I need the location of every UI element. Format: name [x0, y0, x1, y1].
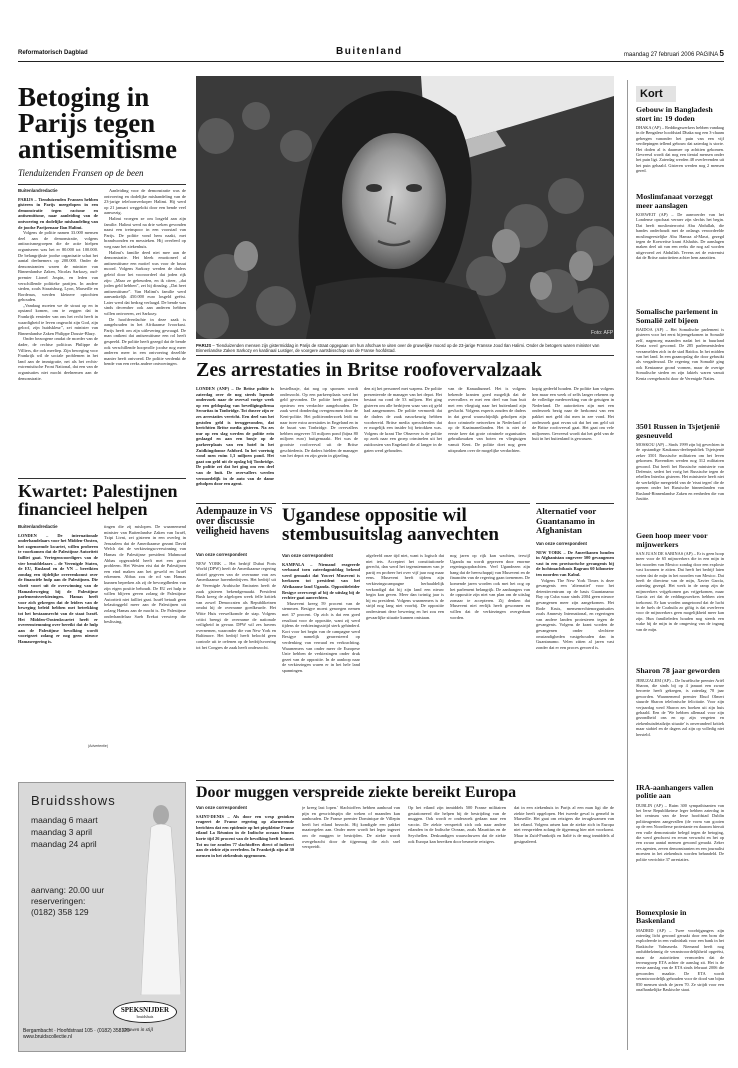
muggen-column-1 [196, 805, 294, 1045]
kort-column [636, 86, 724, 994]
paragraph: tingen die zij mislopen. De waarnemend minister van Buitenlandse Zaken van Israël, Tzipi Livni, zei gisteren in een overleg in Jeruzalem dat de Amerikaanse gezant David Welch dat de verkiezingsoverwinning van Hamas de Palestijnse president Mahmoud Abbas opgezadeld heeft met een groot probleem. Het Westen eist dat de Palestijnen een eind maken aan het geweld en Israël erkennen. Abbas zou de rol van Hamas kunnen beperken als zij de bevoegdheden van zijn eigen positie behoudt. De EU zei hulp te willen blijven geven zolang de Palestijnse Autoriteit niet failliet gaat. Israël betaalt geen belastinggeld meer aan de Palestijnen uit zolang Hamas aan de macht is. De Palestijnse onderhandelaar Saeb Erekat verwierp die beslissing. [104, 524, 186, 625]
paper-name: Reformatorisch Dagblad [18, 50, 88, 56]
paragraph: „Vandaag moeten we de straat op en in opstand komen, om te zeggen dat in Frankrijk eenieder van ons het recht heeft in waardigheid te leven ongeacht zijn God, zijn geloof, zijn huidskleur”, zei minister van Binnenlandse Zaken Philippe Douste-Blazy. [18, 302, 98, 336]
kort-item-text: SAN JUAN DE SABINAS (AP) – Er is geen hoop meer voor de 65 mijnwerkers die in een mijn in het noorden van Mexico zondag door een explosie vast kwamen te zitten. Dat heeft het bedrijf laten weten dat de mijn in het noorden van Mexico. Dat heeft de directeur van de mijn, Xavier García, zaterdag gezegd. Het werk in de ramp zijn de mijnwerkers vrijgekomen gas vrijgekomen, maar García zei dat de reddingswerkers hebben zien toekomst. Er kan worden aangetoond dat de lucht in de fuels de Coahuila zo giftig is dat overleven voor de mijnwerkers geen mogelijkheid meer kan zijn. Hun familieleden houden nog steeds een wake bij de mijn in de omgeving van de ingang van de mijn. [636, 551, 724, 632]
kort-item-title: Somalische parlement in Somalië zelf bijeen [636, 307, 718, 325]
lead-paragraph: SAINT-DENIS – Als door een wesp gestoken reageert de Franse regering op alarmerende berichten dat een epidemie op het piepkleine Franse eiland La Réunion in de Indische oceaan binnen korte tijd 26 procent van de bevolking heeft besmet. Tot nu toe zouden 77 slachtoffers direct of indirect aan de ziekte zijn overleden. In Frankrijk zijn al 30 mensen in het ziekenhuis opgenomen. [196, 813, 294, 858]
muggen-column-4 [514, 805, 614, 1045]
paragraph: dat in een ziekenhuis in Parijs al een man ligt die de ziekte heeft opgelopen. Het tweede geval is gemeld in Marseille. Het gaat om reizigers die terugkwamen van het eiland. Volgens artsen kan de ziekte zich in Europa niet verspreiden zolang de tijgermug hier niet voorkomt. Maar in Zuid-Frankrijk en Italië is de mug inmiddels al gesignaleerd. [514, 805, 614, 844]
kort-item-title: Geen hoop meer voor mijnwerkers [636, 531, 708, 549]
byline: Van onze correspondent [536, 541, 587, 546]
ad-dates [31, 815, 98, 851]
uganda-headline: Ugandese oppositie wil stembusuitslag aanvechten [282, 505, 499, 545]
ad-date: maandag 3 april [31, 827, 92, 837]
paragraph: van de Kanaaltunnel. Het is volgens bekende kranten goed mogelijk dat de overvallers er met een deel van hun buit met een vliegtuig naar het buitenland zijn gevlucht. Volgens experts zouden de daders in dat geval waarschijnlijk geholpen zijn door criminele netwerken in Nederland of op de Kaaimaneilanden. Het is niet de eerste keer dat grote criminele organisaties gebruikmaken van boten en vliegtuigen vanuit Kent. De politie doet nog geen uitspraken over de mogelijke verdachten. [448, 386, 526, 453]
photo-credit: Foto: AFP [591, 330, 614, 336]
kwartet-headline: Kwartet: Palestijnen financieel helpen [18, 481, 178, 519]
lead-subtitle: Tienduizenden Fransen op de been [18, 168, 144, 178]
kort-item-title: Sharon 78 jaar geworden [636, 666, 720, 675]
uganda-column-2 [366, 553, 444, 775]
kort-item-title: Gebouw in Bangladesh stort in: 19 doden [636, 105, 713, 123]
lead-headline-block [18, 84, 186, 178]
kort-item [636, 423, 724, 528]
byline: Van onze correspondent [282, 553, 333, 558]
paragraph: Museveni kreeg 59 procent van de stemmen. Besigye moest genoegen nemen met 37 procent. Op zich is dat een goed resultaat voor de oppositie, want zij werd tijdens de verkiezingsstrijd sterk gehinderd. Kort voor het begin van de campagne werd Besigye namelijk gearresteerd op verdenking van verraad en verkrachting. Waarnemers van onder meer de Europese Unie hebben de verkiezingen onder druk gezet van de oppositie. In de aanloop naar de verkiezingen waren er in het hele land spanningen. [282, 600, 360, 673]
divider [536, 503, 614, 504]
adempauze-headline: Adempauze in VS over discussie veiligheid havens [196, 506, 273, 537]
paragraph: kopig gedeeld houden. De politie kan volgens hen maar een week of zelfs langer rekenen op de volledige medewerking van de getuigen in Nederland. De autoriteiten zijn met een onderzoek bezig naar de herkomst van een pakket met geld dat men in zee vond. Het onderzoek gaat ervan uit dat het om geld uit de Britse roofoverval gaat. Het gaat om vele miljoenen. Gevreesd wordt dat het geld van de buit in het buitenland is gewassen. [532, 386, 614, 442]
kort-item [636, 532, 724, 663]
lead-column-1 [18, 188, 98, 466]
kort-item [636, 308, 724, 419]
divider [196, 503, 276, 504]
kort-item [636, 909, 724, 994]
paragraph: Volgens The New York Times is deze gevangenis een 'alternatief' voor het detentiecentrum op de basis Guantanamo Bay op Cuba waar sinds 2004 geen nieuwe gevangenen meer zijn aangekomen. Het Rode Kruis, mensenrechtenorganisaties zoals Amnesty International, en regeringen van andere landen protesteren tegen de gevangenis. Volgens de krant worden de gevangenen onder slechtere omstandigheden vastgehouden dan in Guantanamo. Velen zitten al jaren vast zonder dat er een proces gevoerd is. [536, 577, 614, 650]
paragraph: Volgens de politie namen 33.000 mensen deel aan de demonstratie, volgens antiracismegroepen die de actie hielpen organiseren was het er 80.000 tot 100.000. De belangrijkste joodse organisatie schat het aantal deelnemers op 200.000. Onder de demonstranten waren de minister van Binnenlandse Zaken, Nicolas Sarkozy, oud-premier Lionel Jospin, en leden van verschillende politieke partijen. In andere steden, zoals Straatsburg, Lyon, Marseille en Bordeaux, werden kleinere optochten gehouden. [18, 230, 98, 303]
lead-paragraph: NEW YORK – De Amerikanen houden in Afghanistan ongeveer 500 gevangenen vast in een provisorische gevangenis bij de luchtmachtbasis Bagram 60 kilometer ten noorden van Kabul. [536, 549, 614, 577]
divider [196, 355, 614, 356]
kort-item [636, 106, 724, 189]
byline: Van onze correspondent [196, 805, 247, 810]
news-photo [196, 76, 614, 339]
photo-caption: PARIJS – Tienduizenden mensen zijn gistermiddag in Parijs de straat opgegaan om hun afschuw te uiten over de gruwelijke moord op de 23-jarige Fransse Jood Ilan Halimi. Onder de betogers waren minister van Binnenlandse Zaken Sarkozy en kardinaal Lustiger, de voorgere aartsbisschop van de Franse hoofdstad. [196, 343, 600, 354]
paragraph: De hoofdverdachte in deze zaak is aangehouden in het Afrikaanse Ivoorkust. Parijs heeft om zijn uitlevering gevraagd. De man ontkent dat antisemitisme een rol heeft gespeeld. De politie heeft gezegd dat de bende ook verschillende hoopvolle joodse nog meer anderen meer in een ontvoering dezelfde manier heeft ontvoerd. De politie verdenkt de bende van een reeks andere ontvoeringen. [104, 316, 186, 367]
byline: Buitenlandredactie [18, 188, 58, 193]
paragraph: Aanleiding voor de demonstratie was de ontvoering en dodelijke mishandeling van de 23-jarige telefoonverkoper Halimi. Hij werd op 21 januari weggelokt door een bende veel aanwezig. [104, 188, 186, 216]
muggen-column-3 [408, 805, 506, 1045]
muggen-column-2 [302, 805, 400, 1045]
divider [196, 780, 614, 781]
paragraph: Halimi's familie deed niet mee aan de demonstratie. Het bleek emotioneel al antisemitisme een motief was voor de bruut moord. Volgens Sarkozy werden de daders geleid door het vooroordeel dat joden rijk zijn: „Maar ze gebeurden, en ik citeer, „dat joden geld hebben”, zei hij dinsdag. „Dat heet antisemitisme”. Van Halimi's familie werd aanvankelijk 450.000 euro losgeld geëist. Later werd dat bedrag verlaagd. De bende was sinds december ook aan anderen hebben willen ontvoeren, zei Sarkozy. [104, 249, 186, 317]
page-header [18, 46, 724, 62]
divider [282, 503, 530, 504]
zes-column-1 [196, 386, 274, 500]
adempauze-body [196, 552, 276, 774]
uganda-column-3 [450, 553, 530, 775]
kort-item-text: KOEWEIT (AP) – De aanvoerder van het Londense opschaat verraer zijn slechts het begin. Dat heeft moslimterrorist Abu Abdullah, die bandes onderhoudt met de onlangs veroordeelde moslimgeestelijke Abu Hamza al-Masri, gezegd tegen de Koeweitse krant Alshahis. De aanslagen maken deel uit van een reeks die nog zal worden uitgevoerd zei Abdullah. Tevens zei de extremist dat de Britse autoriteiten achter hem aanzitten. [636, 212, 724, 261]
paragraph: LONDEN (ANP) – De Britse politie is zaterdag over de nog steeds lopende onderzoek naar de overval vorige week op een geldopslag van beveiligingsfirma Securitas in Tonbridge. Tot dusver zijn er zes arrestaties verricht. Een deel van het gestolen geld is teruggevonden, dat berichtten Britse media gisteren. Na zes uur op een slag werden de politie erin geslaagd en aan een busje op de parkeerplaats van een hotel in het Zuidkingdomse Ashford. In het voertuig vond men ruim 1,3 miljoen pond. Het gaat om geld uit de opslag bij Tonbridge. De politie zei dat het ging om een deel van de buit. De overvallers werden vermoedelijk in de auto van de dame geholpen door een agent. [196, 386, 274, 487]
paragraph: den zij het personeel met wapens. De politie presenteerde de manager van het depot. Het bestaat nu rond de 53 miljoen. Het ging gisteren om alle bedrijven waar van zij geld had aangenomen. De politie vermoedt dat de daders de zaak nauwkeurig hebben voorbereid. Britse media speculeerden dat er mogelijk een insider bij betrokken was. Volgens de krant The Observer is de politie op zoek naar een groep criminelen uit het zuidoosten van Engeland die al langer in de gaten werd gehouden. [364, 386, 442, 453]
byline: Buitenlandredactie [18, 524, 58, 529]
kwartet-column-1 [18, 524, 98, 738]
paragraph: je kreeg last lopen.' Slachtoffers hebben aanhoud van pijn en gewrichtspijn die weken of maanden kan aanhouden. De Franse premier Dominique de Villepin heeft het eiland bezocht. Hij kondigde een pakket maatregelen aan. Onder meer wordt het leger ingezet om de muggen te bestrijden. De ziekte wordt overgebracht door de tijgermug die zich snel verspreidt. [302, 805, 400, 850]
kort-item-text: MADRID (AP) – Twee voorbijgangers zijn zaterdag licht gewond geraakt door een bom die explodeerde in een vuilnisbak voor een bank in het Baskische Valmaseda. Niemand heeft nog ondubbelzinnig de verantwoordelijkheid opgeëist, maar de autoriteiten vermoeden dat de terreurgroep ETA achter de aanslag zit. Het is de eerste aanslag van de ETA sinds februari 2006 die gewonden maakte. De ETA wordt verantwoordelijk gehouden voor de dood van bijna 850 mensen sinds de jaren 70. Ze strijdt voor een onafhankelijke Baskische staat. [636, 927, 724, 992]
kort-item-title: 3501 Russen in Tsjetjenië gesneuveld [636, 422, 720, 440]
page-date: maandag 27 februari 2006 PAGINA 5 [623, 49, 724, 58]
kwartet-column-2 [104, 524, 186, 738]
kort-item [636, 784, 724, 905]
ad-title: Bruidsshows [31, 793, 116, 808]
kort-item-title: IRA-aanhangers vallen politie aan [636, 782, 714, 800]
kort-label: Kort [636, 86, 676, 102]
kort-item [636, 667, 724, 780]
byline: Van onze correspondent [196, 552, 247, 557]
lead-paragraph: PARIJS – Tienduizenden Fransen hebben gisteren in Parijs meegelopen in een demonstratie tegen racisme en antisemitisme, naar aanleiding van de ontvoering en dodelijke mishandeling van de joodse Parijzenaar Ilan Halimi. [18, 196, 98, 230]
paragraph: Onder bezorgene omdat de moeder van de dader, de rechtse politicus Philippe de Villiers, die ook meeliep. Zijn beweging voor Frankrijk wil de sociale problemen in het land aan de immigratie, net als het rechts-extremistische Front National, dat een van de organisaties niet mocht deelnemen aan de demonstratie. [18, 336, 98, 381]
zes-column-2 [280, 386, 358, 500]
kort-item-text: DUBLIN (AP) – Ruim 300 sympathisanten van het Ierse Republikeinse leger hebben zaterdag in het centrum van de Ierse hoofdstad Dublin politieagenten aangevallen (de vorm van gooien op de een Noordierse protestante en daarom hieruit een vuile demonstratie belegd tegen de betoging, die werd geschorst en ervan verwacht en het op een zwaar aantal mensen gewond geraakt. Zeker zes agenten, zeven demonstranten en een journalist moesten in het ziekenhuis worden behandeld. De politie verrichtte 37 arrestaties. [636, 802, 724, 862]
advertisement[interactable] [18, 782, 186, 1052]
guantanamo-headline: Alternatief voor Guantanamo in Afghanistan [536, 506, 597, 535]
kort-item-text: DHAKA (AP) – Reddingswerkers hebben vandaag in de Bengalese hoofdstad Dhaka nog een 3-chaam gebergen vanonder het puin van een vijf verdiepingen tellend gebouw dat zaterdag is storte. Het doden al is daarmee op achttien gekomen. Gevreesd wordt dat nog een tiental mensen onder het puin ligt. Zaterdag werden 48 overlevenden uit het puin gehaald. Gisteren werden nog 2 mensen gered. [636, 125, 724, 174]
protest-crowd-image [196, 76, 614, 339]
section-title: Buitenland [336, 46, 403, 57]
muggen-headline: Door muggen verspreide ziekte bereikt Europa [196, 784, 517, 801]
lead-paragraph: KAMPALA – Niemand reageerde verbaasd toen zaterdagmiddag bekend werd gemaakt dat Yoweri Museveni is herkozen tot president van het Afrikaanse land Uganda. Oppositieleider Besigye overweegt af bij de uitslag bij de rechter gaat aanvechten. [282, 561, 360, 601]
bride-silhouette-image [137, 795, 181, 995]
paragraph: nog jaren op rijk kan wachten, terwijl Uganda nu wordt geprezen door enorme regeringsopdrachten. Veel Ugandezen zijn bang dat de heerschappij van Museveni en de financiën van de regering gaan toenemen. De komende jaren worden ook met het oog op het parlement belangrijk. De aanhangers van de oppositie zijn niet van plan om de uitslag zomaar te accepteren. Zij denken dat Museveni niet eerlijk heeft gewonnen en willen dat de verkiezingen overgedaan worden. [450, 553, 530, 620]
kort-item-title: Moslimfanaat vorzeggt meer aanslagen [636, 192, 713, 210]
ad-reservation: aanvang: 20.00 uur reserveringen: (0182) 358 129 [31, 885, 105, 917]
ad-date: maandag 6 maart [31, 815, 98, 825]
paragraph: Op het eiland zijn inmiddels 500 Franse militairen gestationeerd die helpen bij de bestrijding van de muggen. Ook wordt er onderzoek gedaan naar een vaccin. De ziekte verspreidt zich ook naar andere eilanden in de Indische Oceaan, zoals Mauritius en de Seychellen. Deskundigen waarschuwen dat de ziekte ook Europa kan bereiken door besmette reizigers. [408, 805, 506, 844]
zes-column-5 [532, 386, 614, 500]
column-divider [627, 80, 628, 1050]
ad-slogan: trouwen in stijl [123, 1028, 154, 1033]
zes-column-3 [364, 386, 442, 500]
lead-headline: Betoging in Parijs tegen antisemitisme [18, 82, 177, 164]
kort-item [636, 193, 724, 304]
kort-item-title: Bomexplosie in Baskenland [636, 907, 687, 925]
lead-column-2 [104, 188, 186, 466]
paragraph: bestelbusje, dat nog op sponsen wordt onderzocht. Op een parkeerplaats werd het geld gevonden. De politie heeft gisteren opnieuw een verdachte aangehouden. De zaak werd donderdag overgenomen door de Kent-politie. Het politieonderzoek leidt nu naar twee extra arrestaties in Engeland en in de buurt van Tonbridge. De overvallers hebben ongeveer 53 miljoen pond (bijna 80 miljoen euro) buitgemaakt. Het was de grootste roofoverval uit de Britse geschiedenis. De daders hielden de manager van het depot en zijn gezin in gijzeling. [280, 386, 358, 459]
zes-headline: Zes arrestaties in Britse roofovervalzaak [196, 359, 542, 381]
divider [18, 184, 186, 185]
zes-column-4 [448, 386, 526, 500]
speksnijder-logo: SPEKSNIJDER bruidshuis [113, 1001, 177, 1023]
kort-item-text: BAIDOA (AP) – Het Somalische parlement is gisteren voor het eerst bijeengekomen in Somalië zelf, nagenoeg maanden nadat het in buurland Kenia werd gevormd. De 285 parlementsleden verzamelden zich in de stad Baidoa. In het midden van het land. In een graanopslag die door gebruikt als vergaderzaal. De regering van Somalië ging ook Keniaanse grond vormen, maar de overige Somalische steden en zijn faktels waren vanuit Kenia overgebracht door de Verenigde Naties. [636, 327, 724, 381]
guantanamo-body [536, 541, 614, 775]
paragraph: LONDEN – De internationale onderhandelaars voor het Midden-Oosten, het zogenoemde kwartet, willen proberen te voorkomen dat de Palestijnse Autoriteit failliet gaat. Vertegenwoordigers van de vier bemiddelaars – de Verenigde Staten, de EU, Rusland en de VN – bereikten zondag een tijdelijke overeenkomst over de financiële hulp aan de Palestijnen. Die vloeit voort uit de overwinning van de Hamasbeweging bij de Palestijnse parlementsverkiezingen. Hamas heeft voor zich gekregen dat de leiders van de beweging beleid hebben met betrekking tot het bestaansrecht van de staat Israël. Het Midden-Oostenkwartet heeft er overeenstemming over bereikt dat de hulp aan de Palestijnse bevolking wordt voortgezet zolang er nog geen nieuwe Hamasregering is. [18, 532, 98, 644]
kort-item-text: JERUZALEM (AP) – De Israëlische premier Ariël Sharon, die sinds bij op 4 januari een zware beroerte heeft gekregen, is zaterdag 78 jaar geworden. Waarnemend premier Ehud Olmert stuurde Sharon telefonische felicitatie. Voor zijn verjaardag werd Sharon zes boeken uit zijn huis gehaald. Een de 'We hebben allemaal voor zijn gezondheid ons en op zijn vergeten en ziekenhuisdetailzijn situatie' is onveranderd kritiek maar stabiel en de dagers zal zijn op volledig niet hersteld. [636, 677, 724, 737]
paragraph: afgeleefd onze tijd niet, want is logisch dat niet iets. Acceptert het constitutionele gerecht, dan werd het tegenstemmen van je partij en probeer het over vijf jaar nog maar eens. Museveni heeft tijdens zijn verkiezingscampagne herhaaldelijk verkondigd dat hij zijn land een nieuw begin kan geven. Meer dan twintig jaar is hij nu president. Volgens waarnemers is de strijd nog lang niet voorbij. De oppositie ondersteunt deze bewering en het zou een gevaarlijke situatie kunnen ontstaan. [366, 553, 444, 620]
advertisement-label: (Advertentie) [88, 744, 109, 748]
ad-date: maandag 24 april [31, 839, 97, 849]
divider [18, 478, 186, 479]
paragraph: Halimi vroegen ze om losgeld aan zijn familie. Halimi werd na drie weken gevonden naast een treinspoor in een voorstad van Parijs. De politie vond hem naakt, met brandwonden en messteken. Hij overleed op weg naar het ziekenhuis. [104, 215, 186, 249]
kort-item-text: MOSKOU (AP) – Sinds 1999 zijn bij gevechten in de opstandige Kaukasus-deelrepubliek Tsjetsjenië zeker 3501 Russische militairen om het leven gekomen. Bovendien werden nog 312 militairen gewond. Dat heeft het Russische ministerie van Defensie, sedert het vorig het Russische tegen de rebellen Interfax gisteren. Het ministerie heeft niet de werkelijke meegeteld van de 'eisnt tegen' die de openen onder het Russische binnenlanden van Rusland-Binnenlandse Zaken en eenheden die van Justitie. [636, 442, 724, 502]
paragraph: NEW YORK – Het bedrijf Dubai Ports World (DPW) heeft de Amerikaanse regering uitstel gegeven van de overname van zes Amerikaanse havenbedrijven. Het bedrijf uit de Verenigde Arabische Emiraten heeft de zaak gisteren bekendgemaakt. President Bush kreeg de afgelopen week felle kritiek van zowel Democraten als Republikeinen omdat hij de overname goedkeurde. Het Witte Huis verwelkomde de stap. Volgens critici brengt de overname de nationale veiligheid in gevaar. DPW wil zes havens overnemen, waaronder die van New York en Baltimore. Het bedrijf heeft beloofd geen controle uit te oefenen op de bedrijfsvoering tot het Congres de zaak heeft onderzocht. [196, 560, 276, 650]
uganda-column-1 [282, 553, 360, 775]
ad-address: Bergambacht · Hoofdstraat 105 · (0182) 358129 www.bruidscollectie.nl [23, 1028, 130, 1040]
